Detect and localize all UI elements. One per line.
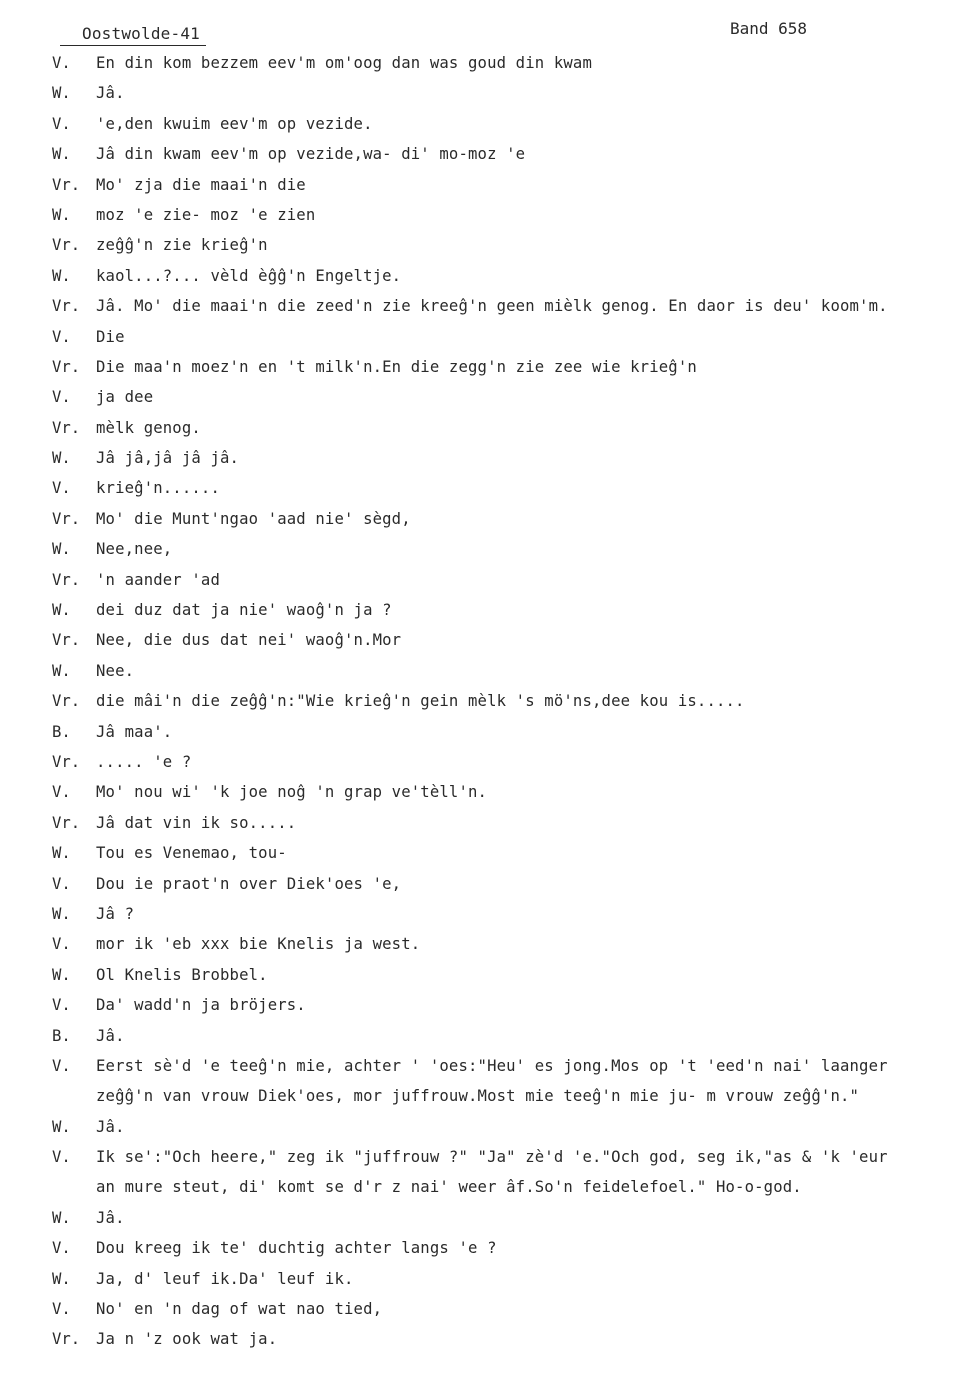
utterance-text: Jâ jâ,jâ jâ jâ. [96, 449, 240, 468]
speaker-label: Vr. [52, 175, 81, 194]
transcript-line [0, 964, 979, 994]
transcript-line [0, 447, 979, 477]
transcript-line [0, 751, 979, 781]
speaker-label: V. [52, 935, 71, 954]
speaker-label: V. [52, 479, 71, 498]
transcript-line [0, 356, 979, 386]
speaker-label: Vr. [52, 570, 81, 589]
speaker-label: V. [52, 874, 71, 893]
transcript-lines [0, 52, 979, 1359]
transcript-line [0, 842, 979, 872]
speaker-label: V. [52, 114, 71, 133]
speaker-label: W. [52, 145, 71, 164]
utterance-text: Dou kreeg ik te' duchtig achter langs 'e ? [96, 1239, 497, 1258]
transcript-line [0, 477, 979, 507]
speaker-label: Vr. [52, 297, 81, 316]
utterance-text: Jâ din kwam eev'm op vezide,wa- di' mo-moz 'e [96, 145, 526, 164]
utterance-text: Jâ. [96, 1026, 125, 1045]
utterance-text: Nee. [96, 661, 135, 680]
transcript-line [0, 1116, 979, 1146]
header-location [82, 24, 200, 43]
transcript-line [0, 326, 979, 356]
speaker-label: V. [52, 1056, 71, 1075]
speaker-label: Vr. [52, 813, 81, 832]
transcript-line [0, 265, 979, 295]
utterance-text: Jâ. [96, 1208, 125, 1227]
speaker-label: Vr. [52, 692, 81, 711]
utterance-text: Ja n 'z ook wat ja. [96, 1330, 278, 1349]
transcript-line [0, 660, 979, 690]
utterance-text: Da' wadd'n ja bröjers. [96, 996, 306, 1015]
speaker-label: V. [52, 327, 71, 346]
utterance-text: ja dee [96, 388, 154, 407]
utterance-text: Ik se':"Och heere," zeg ik "juffrouw ?" "Ja" zè'd 'e."Och god, seg ik,"as & 'k 'eur [96, 1148, 888, 1167]
transcript-line [0, 903, 979, 933]
utterance-text: 'e,den kwuim eev'm op vezide. [96, 114, 373, 133]
speaker-label: Vr. [52, 509, 81, 528]
speaker-label: V. [52, 54, 71, 72]
utterance-text: Mo' nou wi' 'k joe noĝ 'n grap ve'tèll'n. [96, 783, 488, 802]
utterance-text: Jâ dat vin ik so..... [96, 813, 297, 832]
speaker-label: V. [52, 388, 71, 407]
utterance-text: Jâ ? [96, 904, 135, 923]
utterance-text: krieĝ'n...... [96, 479, 220, 498]
utterance-text: Eerst sè'd 'e teeĝ'n mie, achter ' 'oes:"Heu' es jong.Mos op 't 'eed'n nai' laanger [96, 1056, 888, 1075]
transcript-line [0, 1176, 979, 1206]
speaker-label: W. [52, 1269, 71, 1288]
transcript-line [0, 1085, 979, 1115]
speaker-label: W. [52, 601, 71, 620]
transcript-line [0, 690, 979, 720]
utterance-text: 'n aander 'ad [96, 570, 220, 589]
utterance-text: Mo' die Munt'ngao 'aad nie' sègd, [96, 509, 411, 528]
utterance-text: die mâi'n die zeĝĝ'n:"Wie krieĝ'n gein mèlk 's mö'ns,dee kou is..... [96, 692, 745, 711]
utterance-text: zeĝĝ'n zie krieĝ'n [96, 236, 268, 255]
transcript-line [0, 873, 979, 903]
transcript-line [0, 1055, 979, 1085]
transcript-line [0, 933, 979, 963]
speaker-label: V. [52, 996, 71, 1015]
transcript-line [0, 417, 979, 447]
transcript-line [0, 538, 979, 568]
transcript-line [0, 569, 979, 599]
transcript-line [0, 295, 979, 325]
utterance-text: Tou es Venemao, tou- [96, 844, 287, 863]
transcript-line [0, 52, 979, 82]
speaker-label: V. [52, 1300, 71, 1319]
transcript-line [0, 1025, 979, 1055]
utterance-text: Nee, die dus dat nei' waoĝ'n.Mor [96, 631, 402, 650]
utterance-text: Nee,nee, [96, 540, 173, 559]
transcript-line [0, 204, 979, 234]
speaker-label: W. [52, 1117, 71, 1136]
transcript-line [0, 812, 979, 842]
utterance-text: mor ik 'eb xxx bie Knelis ja west. [96, 935, 421, 954]
transcript-line [0, 1268, 979, 1298]
transcript-line [0, 599, 979, 629]
speaker-label: Vr. [52, 1330, 81, 1349]
speaker-label: W. [52, 904, 71, 923]
transcript-line [0, 508, 979, 538]
utterance-text: Die [96, 327, 125, 346]
transcript-line [0, 174, 979, 204]
transcript-line [0, 234, 979, 264]
utterance-text: kaol...?... vèld èĝĝ'n Engeltje. [96, 266, 402, 285]
transcript-line [0, 1146, 979, 1176]
speaker-label: Vr. [52, 631, 81, 650]
transcript-line [0, 629, 979, 659]
utterance-text: zeĝĝ'n van vrouw Diek'oes, mor juffrouw.Most mie teeĝ'n mie ju- m vrouw zeĝĝ'n." [96, 1087, 860, 1106]
header-band: Band 658 [730, 19, 808, 38]
speaker-label: V. [52, 783, 71, 802]
speaker-label: B. [52, 722, 71, 741]
header-underline [60, 45, 206, 46]
utterance-text: Ja, d' leuf ik.Da' leuf ik. [96, 1269, 354, 1288]
utterance-text: Jâ maa'. [96, 722, 173, 741]
speaker-label: W. [52, 844, 71, 863]
utterance-text: ..... 'e ? [96, 752, 192, 771]
transcript-line [0, 113, 979, 143]
transcript-line [0, 994, 979, 1024]
transcript-line [0, 781, 979, 811]
speaker-label: Vr. [52, 236, 81, 255]
utterance-text: Die maa'n moez'n en 't milk'n.En die zegg'n zie zee wie krieĝ'n [96, 357, 697, 376]
speaker-label: W. [52, 540, 71, 559]
speaker-label: Vr. [52, 752, 81, 771]
utterance-text: dei duz dat ja nie' waoĝ'n ja ? [96, 601, 392, 620]
speaker-label: W. [52, 449, 71, 468]
transcript-line [0, 1298, 979, 1328]
transcript-line [0, 1237, 979, 1267]
speaker-label: V. [52, 1239, 71, 1258]
speaker-label: W. [52, 1208, 71, 1227]
utterance-text: Jâ. [96, 1117, 125, 1136]
transcript-line [0, 82, 979, 112]
speaker-label: W. [52, 965, 71, 984]
transcript-line [0, 1328, 979, 1358]
transcript-line [0, 143, 979, 173]
transcript-line [0, 1207, 979, 1237]
speaker-label: W. [52, 661, 71, 680]
utterance-text: En din kom bezzem eev'm om'oog dan was goud din kwam [96, 54, 592, 72]
speaker-label: W. [52, 266, 71, 285]
utterance-text: moz 'e zie- moz 'e zien [96, 205, 316, 224]
utterance-text: Jâ. [96, 84, 125, 103]
header-location-text: Oostwolde-41 [82, 24, 200, 43]
utterance-text: Dou ie praot'n over Diek'oes 'e, [96, 874, 402, 893]
utterance-text: an mure steut, di' komt se d'r z nai' weer âf.So'n feidelefoel." Ho-o-god. [96, 1178, 802, 1197]
utterance-text: mèlk genog. [96, 418, 201, 437]
transcript-line [0, 386, 979, 416]
speaker-label: Vr. [52, 418, 81, 437]
utterance-text: Jâ. Mo' die maai'n die zeed'n zie kreeĝ'n geen mièlk genog. En daor is deu' koom'm. [96, 297, 888, 316]
speaker-label: B. [52, 1026, 71, 1045]
utterance-text: Mo' zja die maai'n die [96, 175, 306, 194]
speaker-label: V. [52, 1148, 71, 1167]
speaker-label: W. [52, 205, 71, 224]
utterance-text: No' en 'n dag of wat nao tied, [96, 1300, 383, 1319]
speaker-label: W. [52, 84, 71, 103]
transcript-line [0, 721, 979, 751]
speaker-label: Vr. [52, 357, 81, 376]
utterance-text: Ol Knelis Brobbel. [96, 965, 268, 984]
